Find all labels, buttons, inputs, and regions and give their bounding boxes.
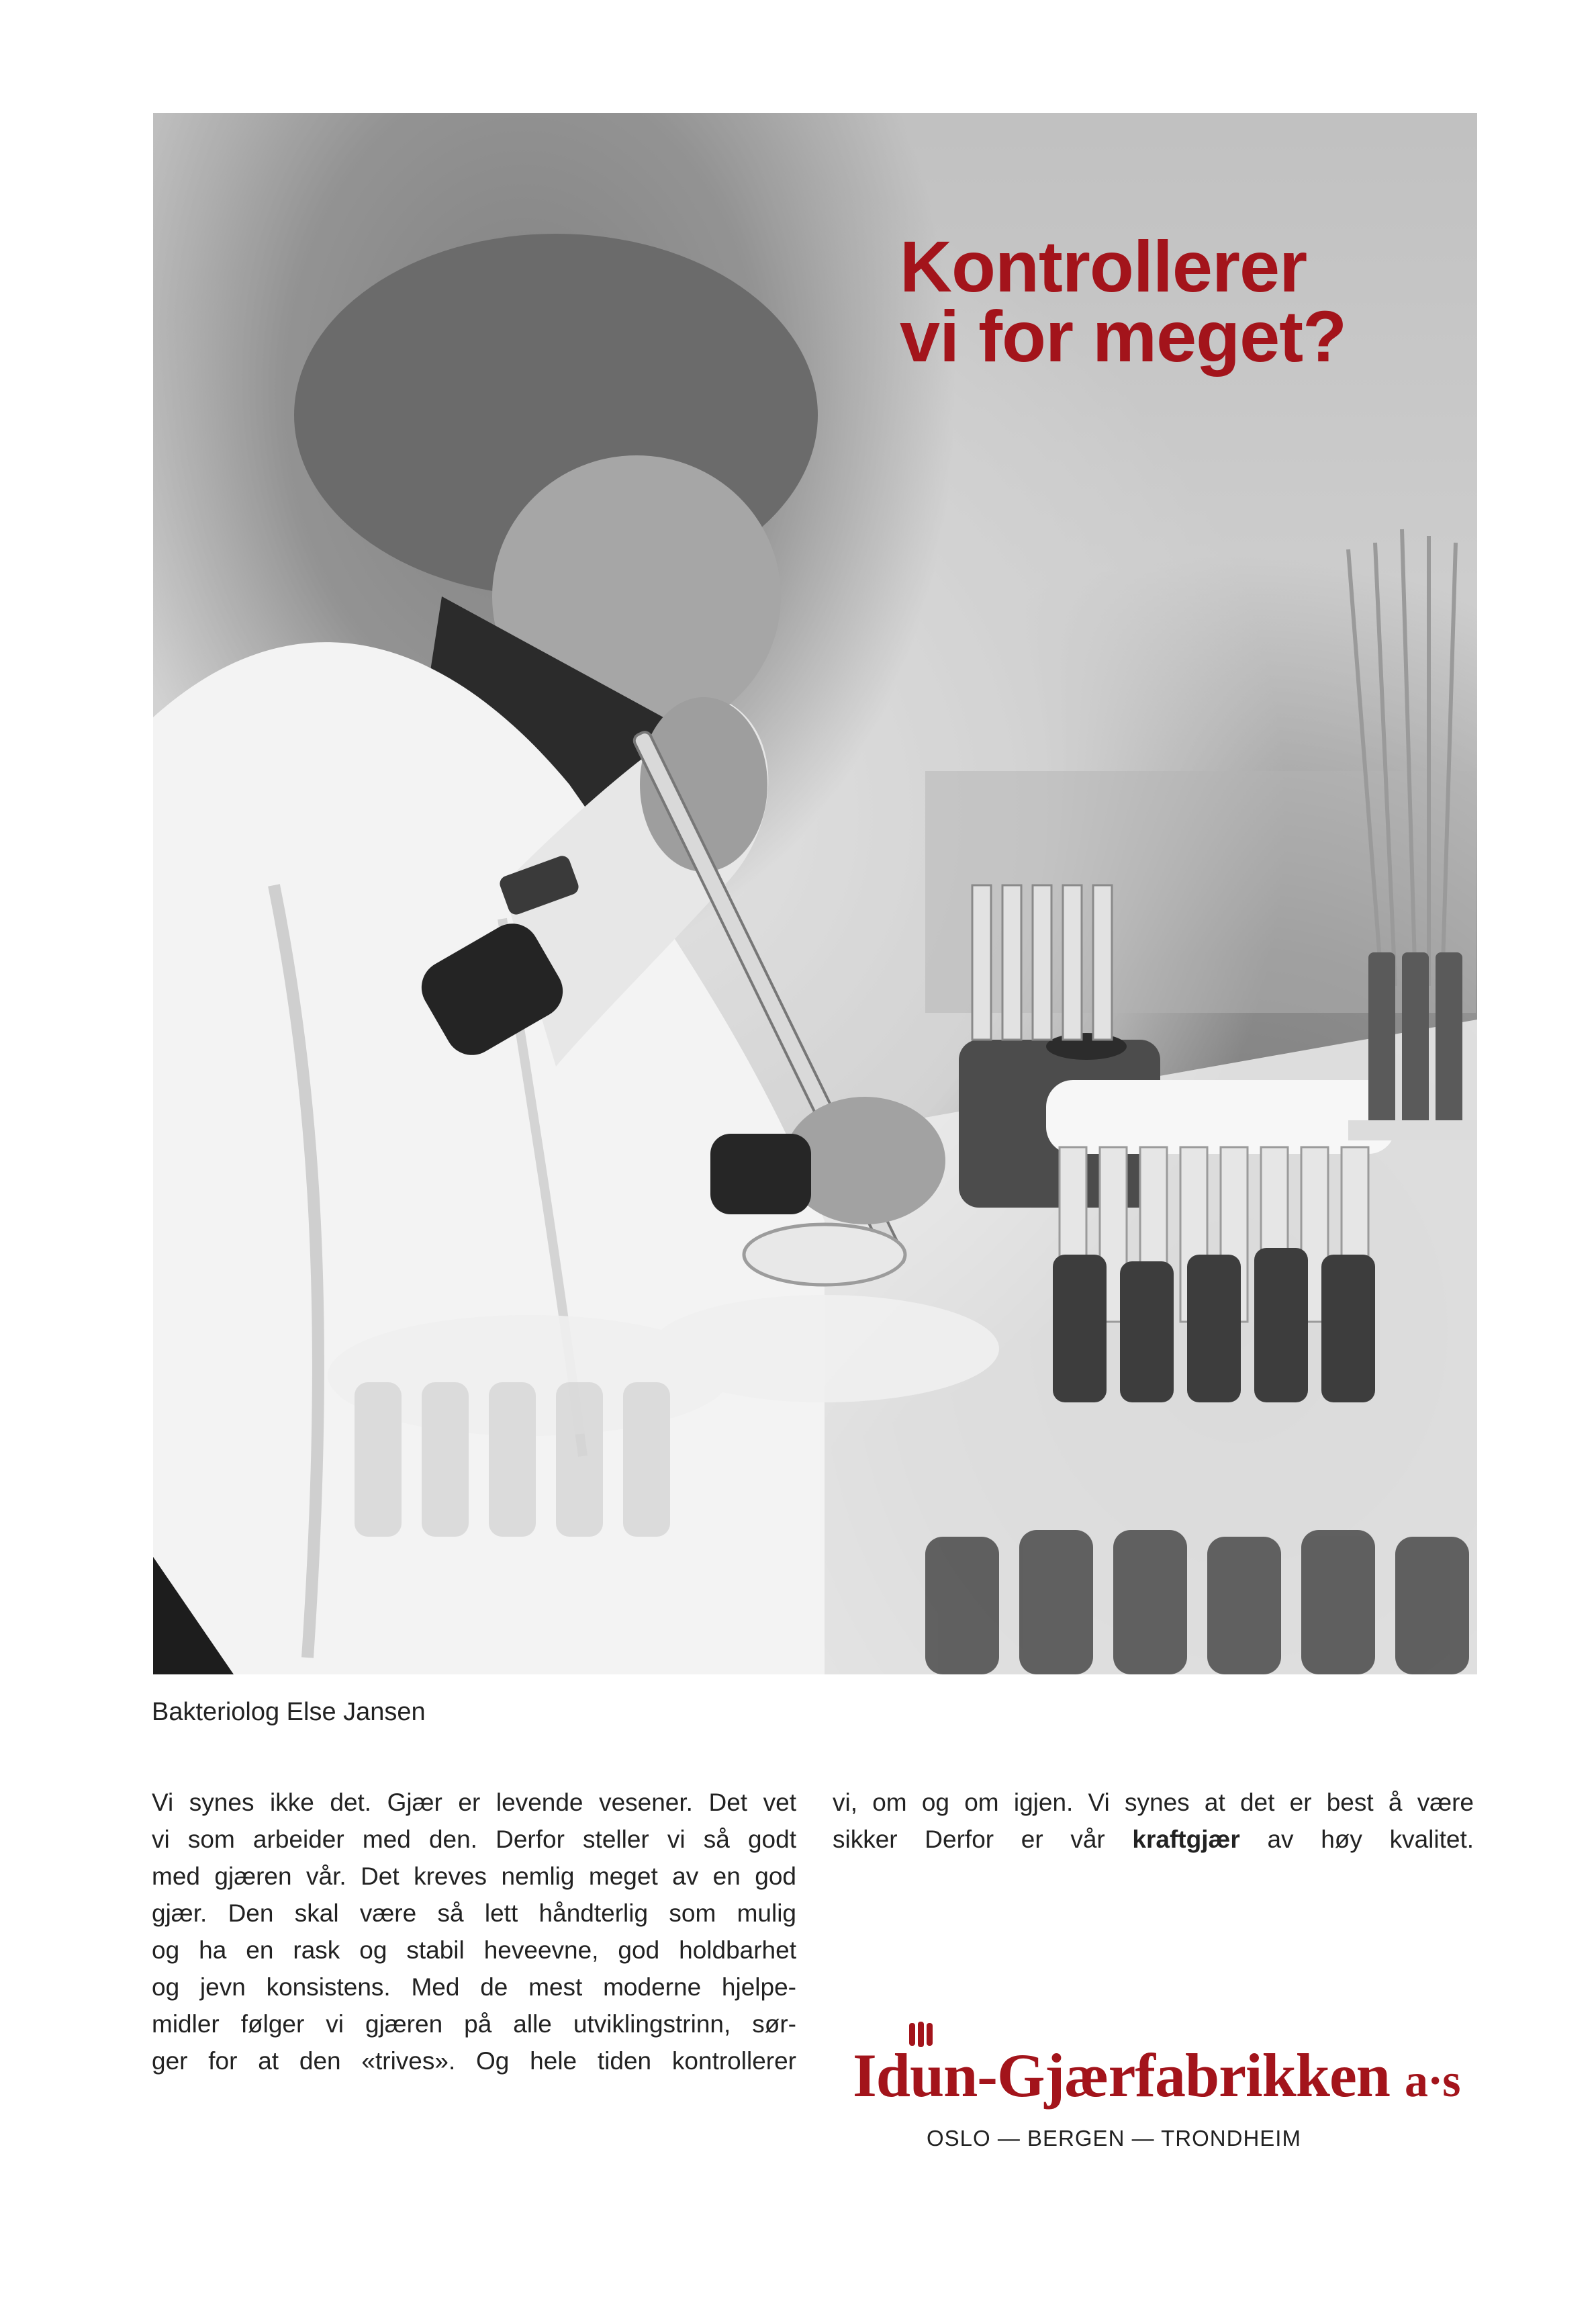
- body-text-right-column: [833, 1784, 1474, 1858]
- lab-photo: [153, 113, 1477, 1674]
- body-right-line-1: vi, om og om igjen. Vi synes at det er best å være: [833, 1789, 1474, 1816]
- company-cities: OSLO — BERGEN — TRONDHEIM: [927, 2126, 1301, 2151]
- body-right-line-2: [833, 1821, 1474, 1858]
- body-text-left-column: [152, 1784, 796, 2079]
- company-logo: [853, 2022, 1497, 2116]
- body-right-line-2-end: av høy kvalitet.: [1239, 1826, 1474, 1853]
- body-right-line-2-start: sikker Derfor er vår: [833, 1826, 1133, 1853]
- body-left-line: med gjæren vår. Det kreves nemlig meget av en god: [152, 1862, 796, 1890]
- body-left-line: vi som arbeider med den. Derfor steller vi så godt: [152, 1826, 796, 1853]
- body-left-line: ger for at den «trives». Og hele tiden kontrollerer: [152, 2047, 796, 2075]
- product-name-bold: kraftgjær: [1132, 1826, 1240, 1853]
- company-name-main: Idun-Gjærfabrikken: [853, 2041, 1390, 2110]
- body-left-line: gjær. Den skal være så lett håndterlig som mulig: [152, 1899, 796, 1927]
- headline-line-1: Kontrollerer: [900, 226, 1307, 307]
- headline: [900, 226, 1410, 377]
- body-left-line: midler følger vi gjæren på alle utviklingstrinn, sør-: [152, 2010, 796, 2038]
- company-suffix: a·s: [1404, 2055, 1460, 2107]
- company-name: [853, 2042, 1460, 2115]
- body-left-line: og jevn konsistens. Med de mest moderne hjelpe-: [152, 1973, 796, 2001]
- photo-caption: Bakteriolog Else Jansen: [152, 1698, 426, 1726]
- headline-line-2: vi for meget?: [900, 296, 1347, 377]
- body-left-line: Vi synes ikke det. Gjær er levende vesener. Det vet: [152, 1789, 796, 1816]
- body-left-line: og ha en rask og stabil heveevne, god holdbarhet: [152, 1936, 796, 1964]
